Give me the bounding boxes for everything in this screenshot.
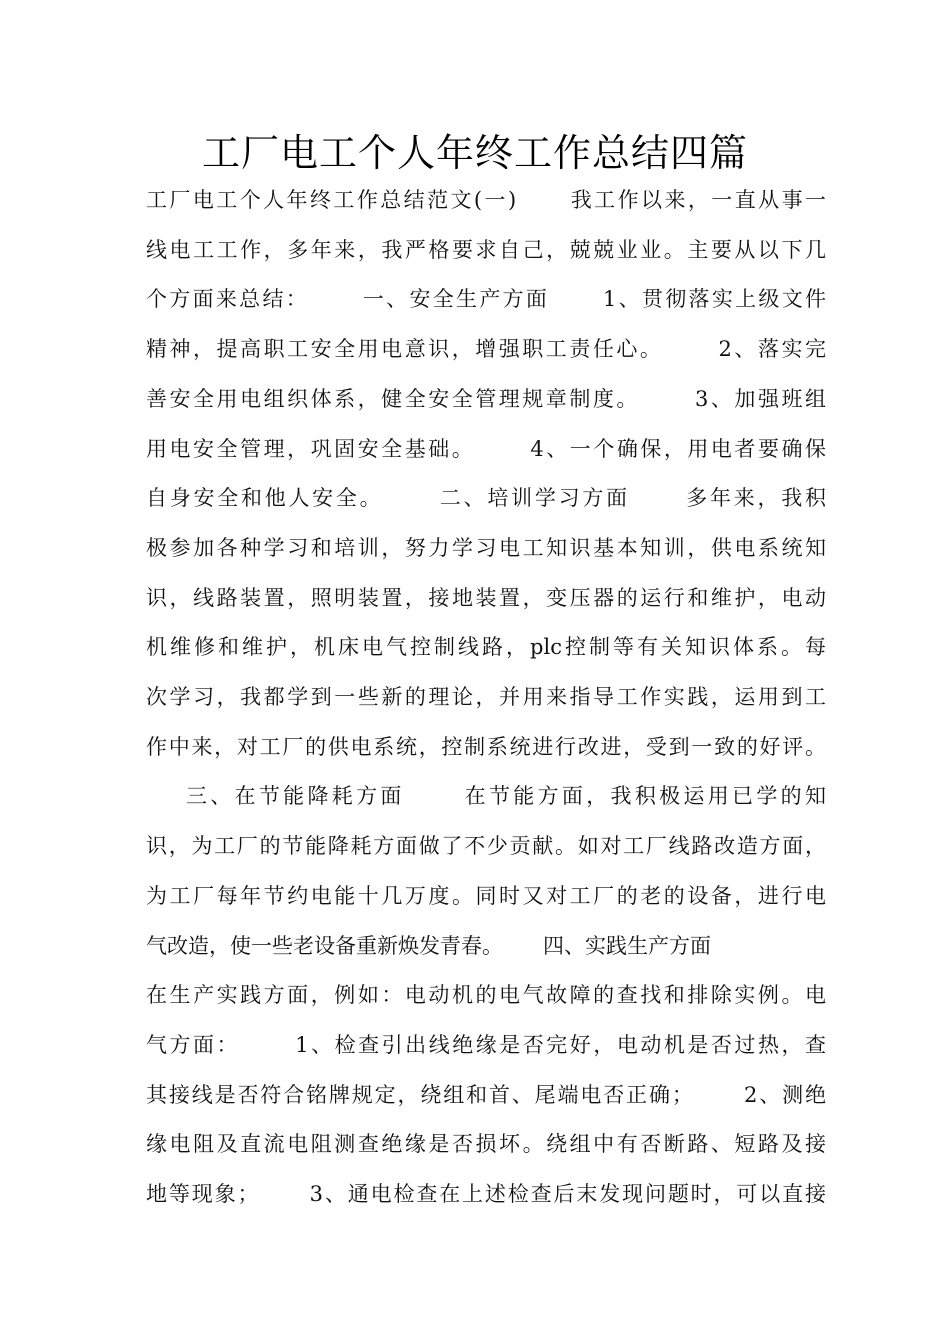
body-line: 个方面来总结： 一、安全生产方面 1、贯彻落实上级文件 — [146, 287, 826, 312]
body-line: 地等现象； 3、通电检查在上述检查后末发现问题时，可以直接 — [146, 1182, 826, 1206]
body-line: 在生产实践方面，例如：电动机的电气故障的查找和排除实例。电 — [146, 983, 826, 1008]
body-line: 气改造，使一些老设备重新焕发青春。 四、实践生产方面 — [146, 933, 712, 958]
body-line: 机维修和维护，机床电气控制线路，plc控制等有关知识体系。每 — [146, 635, 826, 660]
document-title: 工厂电工个人年终工作总结四篇 — [201, 131, 748, 175]
body-line: 识，为工厂的节能降耗方面做了不少贡献。如对工厂线路改造方面， — [146, 834, 826, 859]
body-line: 极参加各种学习和培训，努力学习电工知识基本知训，供电系统知 — [146, 535, 826, 560]
body-line: 自身安全和他人安全。 二、培训学习方面 多年来，我积 — [146, 486, 826, 511]
body-line: 善安全用电组织体系，健全安全管理规章制度。 3、加强班组 — [146, 386, 826, 411]
body-line: 缘电阻及直流电阻测查绝缘是否损坏。绕组中有否断路、短路及接 — [146, 1132, 826, 1157]
body-line: 三、在节能降耗方面 在节能方面，我积极运用已学的知 — [146, 784, 826, 809]
body-line: 次学习，我都学到一些新的理论，并用来指导工作实践，运用到工 — [146, 685, 826, 709]
body-line: 其接线是否符合铭牌规定，绕组和首、尾端电否正确； 2、测绝 — [146, 1082, 826, 1107]
body-line: 识，线路装置，照明装置，接地装置，变压器的运行和维护，电动 — [146, 585, 826, 610]
body-line: 精神，提高职工安全用电意识，增强职工责任心。 2、落实完 — [146, 337, 826, 362]
body-line: 气方面： 1、检查引出线绝缘是否完好，电动机是否过热，查 — [146, 1032, 826, 1057]
body-line: 作中来，对工厂的供电系统，控制系统进行改进，受到一致的好评。 — [146, 734, 826, 759]
body-line: 工厂电工个人年终工作总结范文(一) 我工作以来，一直从事一 — [146, 188, 826, 212]
body-line: 为工厂每年节约电能十几万度。同时又对工厂的老的设备，进行电 — [146, 883, 826, 908]
body-line: 用电安全管理，巩固安全基础。 4、一个确保，用电者要确保 — [146, 436, 826, 461]
body-line: 线电工工作，多年来，我严格要求自己，兢兢业业。主要从以下几 — [146, 237, 826, 262]
